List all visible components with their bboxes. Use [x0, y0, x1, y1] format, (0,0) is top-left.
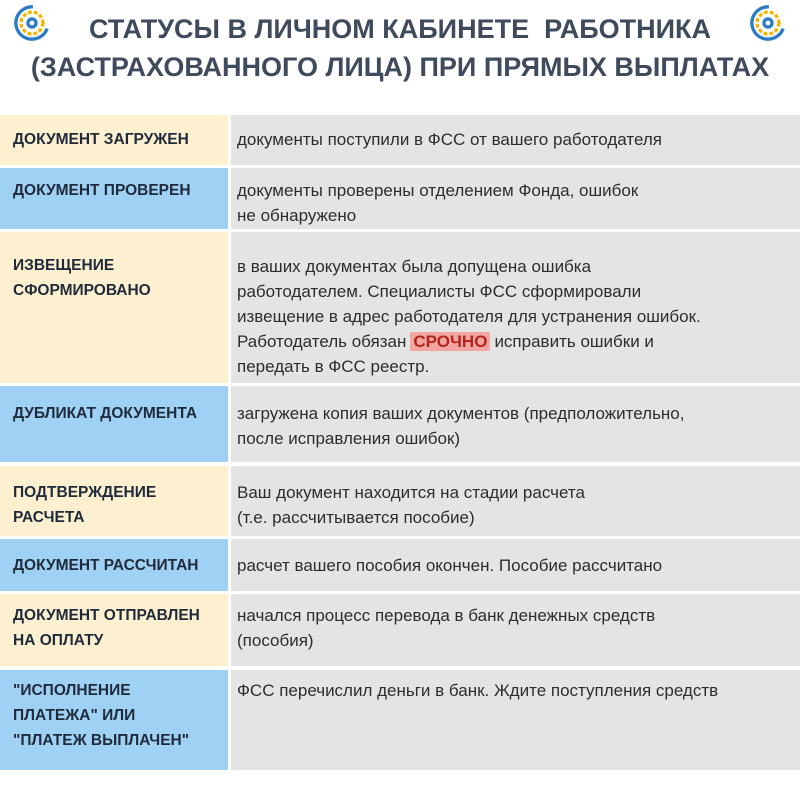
status-description-cell: [231, 594, 800, 666]
status-row: [0, 168, 800, 229]
status-description-text: Работодатель обязан: [237, 332, 407, 351]
status-description: не обнаружено: [237, 206, 357, 225]
status-description-cell: [231, 115, 800, 165]
status-label: СФОРМИРОВАНО: [13, 282, 151, 299]
status-description: расчет вашего пособия окончен. Пособие рассчитано: [237, 556, 663, 575]
status-description-cell: [231, 232, 800, 383]
status-label-cell: [0, 232, 228, 383]
status-label: ДОКУМЕНТ ЗАГРУЖЕН: [13, 131, 189, 148]
status-row: [0, 539, 800, 591]
page-title-line: СТАТУСЫ В ЛИЧНОМ КАБИНЕТЕ РАБОТНИКА: [88, 14, 712, 44]
status-description: Ваш документ находится на стадии расчета: [237, 483, 585, 502]
status-row: [0, 670, 800, 770]
status-label-cell: [0, 386, 228, 462]
status-label: ИЗВЕЩЕНИЕ: [13, 257, 115, 274]
status-label: РАСЧЕТА: [13, 509, 85, 526]
urgent-highlight: СРОЧНО: [410, 332, 490, 351]
status-label-cell: [0, 539, 228, 591]
status-label: "ИСПОЛНЕНИЕ: [13, 682, 131, 699]
status-row: [0, 232, 800, 383]
status-description-cell: [231, 466, 800, 536]
status-label-cell: [0, 594, 228, 666]
status-label: ПЛАТЕЖА" ИЛИ: [13, 707, 136, 724]
status-label: ПОДТВЕРЖДЕНИЕ: [13, 484, 157, 501]
status-description-cell: [231, 168, 800, 229]
status-label-cell: [0, 466, 228, 536]
status-label-cell: [0, 168, 228, 229]
status-description: [237, 329, 800, 354]
page-title-line: (ЗАСТРАХОВАННОГО ЛИЦА) ПРИ ПРЯМЫХ ВЫПЛАТАХ: [30, 52, 770, 82]
status-description-cell: [231, 670, 800, 770]
status-description: начался процесс перевода в банк денежных средств: [237, 606, 656, 625]
status-label: ДУБЛИКАТ ДОКУМЕНТА: [13, 405, 198, 422]
status-description-cell: [231, 386, 800, 462]
status-description-text: исправить ошибки и: [494, 332, 654, 351]
status-description: ФСС перечислил деньги в банк. Ждите поступления средств: [237, 681, 719, 700]
status-row: [0, 466, 800, 536]
status-row: [0, 115, 800, 165]
status-description: загружена копия ваших документов (предположительно,: [237, 404, 685, 423]
status-row: [0, 594, 800, 666]
status-description: документы проверены отделением Фонда, ошибок: [237, 181, 639, 200]
status-label: НА ОПЛАТУ: [13, 632, 104, 649]
status-description: (пособия): [237, 631, 314, 650]
status-description: работодателем. Специалисты ФСС сформировали: [237, 282, 642, 301]
status-row: [0, 386, 800, 462]
status-label-cell: [0, 115, 228, 165]
status-description: документы поступили в ФСС от вашего работодателя: [237, 130, 662, 149]
page-title: [0, 10, 800, 86]
status-description: (т.е. рассчитывается пособие): [237, 508, 475, 527]
status-description-cell: [231, 539, 800, 591]
status-description: передать в ФСС реестр.: [237, 357, 430, 376]
status-label: "ПЛАТЕЖ ВЫПЛАЧЕН": [13, 732, 190, 749]
status-label: ДОКУМЕНТ ПРОВЕРЕН: [13, 182, 191, 199]
status-description: в ваших документах была допущена ошибка: [237, 257, 592, 276]
status-description: извещение в адрес работодателя для устранения ошибок.: [237, 307, 701, 326]
status-label: ДОКУМЕНТ РАССЧИТАН: [13, 557, 199, 574]
status-description: после исправления ошибок): [237, 429, 461, 448]
status-label-cell: [0, 670, 228, 770]
status-label: ДОКУМЕНТ ОТПРАВЛЕН: [13, 607, 200, 624]
